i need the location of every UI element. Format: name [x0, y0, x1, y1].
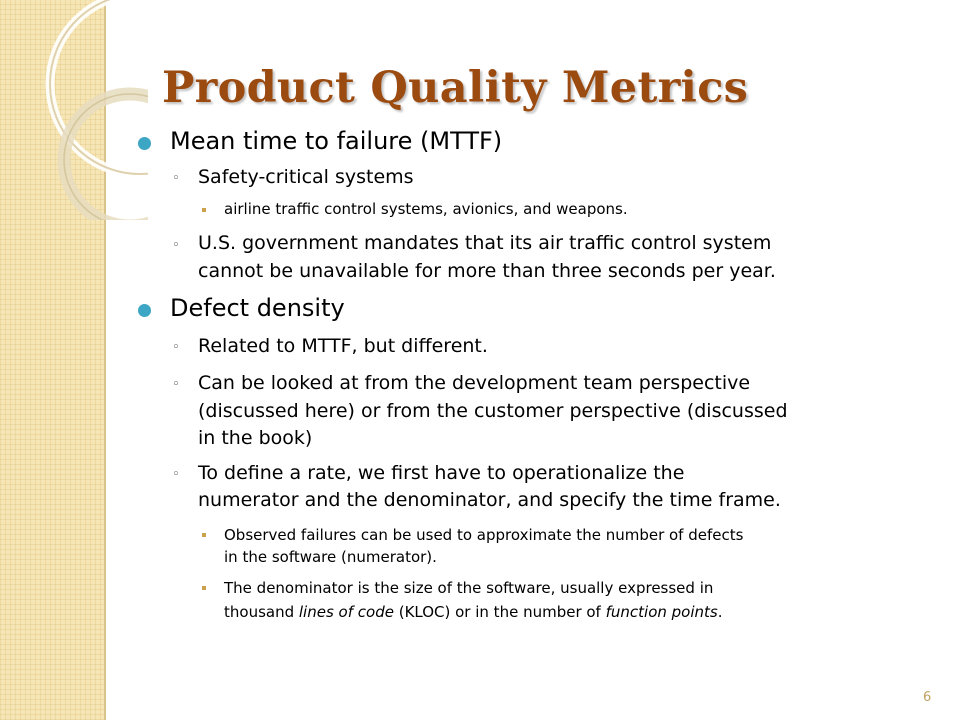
ring-bullet-icon: ◦	[172, 377, 180, 392]
denom-text-a: thousand	[224, 603, 299, 621]
denom-text-c: (KLOC) or in the number of	[393, 603, 606, 621]
bullet-denom-line1: The denominator is the size of the software, usually expressed in	[224, 579, 714, 597]
denom-lines-of-code: lines of code	[298, 603, 394, 621]
slide-title: Product Quality Metrics	[162, 63, 749, 113]
bullet-gov-line2: cannot be unavailable for more than three seconds per year.	[198, 260, 776, 282]
ring-bullet-icon: ◦	[172, 340, 180, 355]
bullet-rate-line1: To define a rate, we first have to operationalize the	[198, 462, 685, 484]
square-bullet-icon	[202, 586, 206, 590]
bullet-denom-line2	[224, 604, 723, 621]
square-bullet-icon	[202, 208, 206, 212]
bullet-dot-icon	[138, 137, 151, 150]
bullet-mttf: Mean time to failure (MTTF)	[170, 127, 503, 155]
bullet-looked-line2: (discussed here) or from the customer perspective (discussed	[198, 400, 788, 422]
bullet-rate-line2: numerator and the denominator, and specify the time frame.	[198, 489, 781, 511]
bullet-defect-density: Defect density	[170, 294, 345, 322]
denom-text-e: .	[717, 603, 723, 621]
page-number: 6	[923, 690, 932, 705]
bullet-observed-line1: Observed failures can be used to approximate the number of defects	[224, 526, 744, 544]
bullet-looked-line1: Can be looked at from the development team perspective	[198, 372, 751, 394]
ring-bullet-icon: ◦	[172, 467, 180, 482]
bullet-safety: Safety-critical systems	[198, 166, 414, 188]
bullet-observed-line2: in the software (numerator).	[224, 548, 437, 566]
bullet-related: Related to MTTF, but different.	[198, 335, 488, 357]
square-bullet-icon	[202, 533, 206, 537]
denom-function-points: function points	[605, 603, 718, 621]
bullet-looked-line3: in the book)	[198, 427, 313, 449]
bullet-safety-examples: airline traffic control systems, avionics, and weapons.	[224, 200, 628, 218]
bullet-gov-line1: U.S. government mandates that its air traffic control system	[198, 232, 772, 254]
ring-bullet-icon: ◦	[172, 171, 180, 186]
ring-bullet-icon: ◦	[172, 238, 180, 253]
bullet-dot-icon	[138, 304, 151, 317]
decorative-sidebar	[0, 0, 106, 720]
